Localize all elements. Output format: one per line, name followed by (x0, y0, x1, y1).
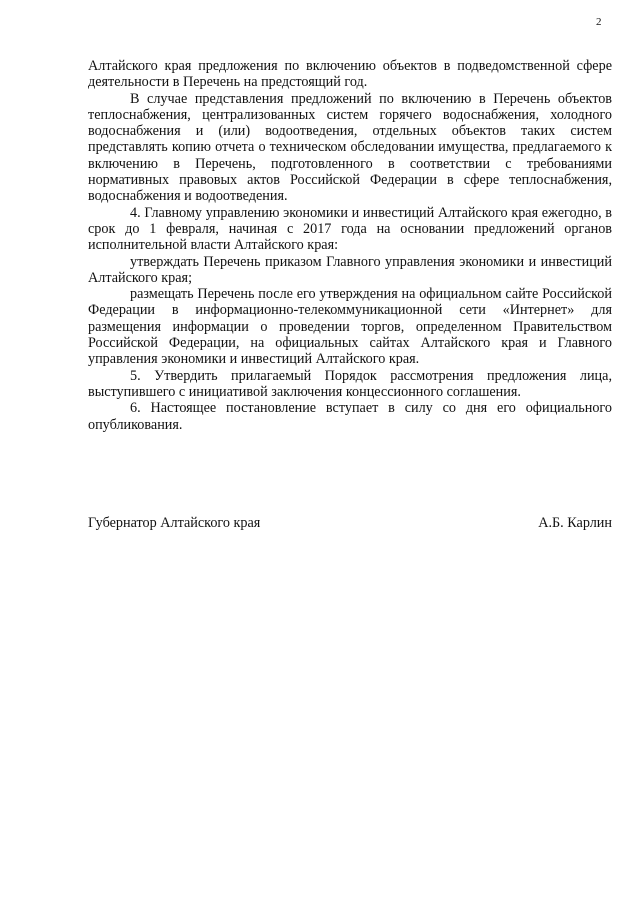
document-body (88, 58, 612, 433)
page-number: 2 (596, 16, 602, 28)
signature-block (88, 515, 612, 531)
paragraph-item-4: 4. Главному управлению экономики и инвестиций Алтайского края ежегодно, в срок до 1 февраля, начиная с 2017 года на основании предложений органов исполнительной власти Алтайского края: (88, 204, 612, 254)
paragraph-approve-list: утверждать Перечень приказом Главного управления экономики и инвестиций Алтайского края; (88, 253, 612, 286)
paragraph-item-6: 6. Настоящее постановление вступает в силу со дня его официального опубликования. (88, 400, 612, 433)
paragraph-publish-list: размещать Перечень после его утверждения на официальном сайте Российской Федерации в информационно-телекоммуникационной сети «Интернет» для размещения информации о проведении торгов, определенном Правительством Российской Федерации, на официальных сайтах Алтайского края и Главного управления экономики и инвестиций Алтайского края. (88, 286, 612, 368)
paragraph-report-requirement: В случае представления предложений по включению в Перечень объектов теплоснабжения, централизованных систем горячего водоснабжения, холодного водоснабжения и (или) водоотведения, отдельных объектов таких систем представлять копию отчета о техническом обследовании имущества, предлагаемого к включению в Перечень, подготовленного в соответствии с требованиями нормативных правовых актов Российской Федерации в сфере теплоснабжения, водоснабжения и водоотведения. (88, 90, 612, 205)
signatory-position: Губернатор Алтайского края (88, 515, 261, 531)
signatory-name: А.Б. Карлин (538, 515, 612, 531)
paragraph-item-5: 5. Утвердить прилагаемый Порядок рассмотрения предложения лица, выступившего с инициативой заключения концессионного соглашения. (88, 367, 612, 400)
paragraph-continuation: Алтайского края предложения по включению объектов в подведомственной сфере деятельности в Перечень на предстоящий год. (88, 58, 612, 91)
